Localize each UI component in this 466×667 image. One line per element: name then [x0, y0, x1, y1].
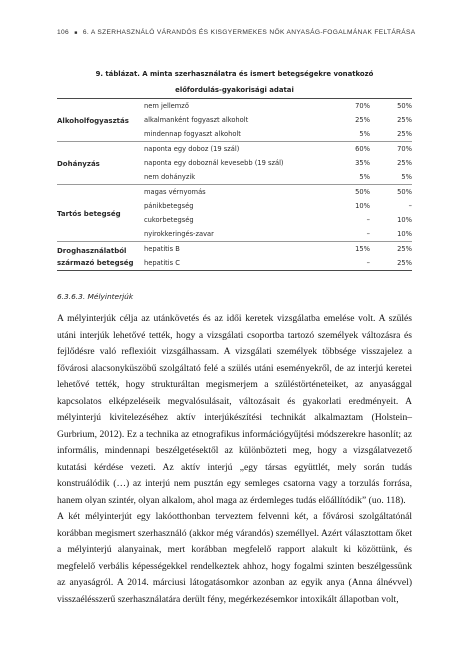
row-label: nem jellemző — [144, 102, 189, 110]
running-head — [57, 29, 417, 36]
row-value-2: 25% — [397, 159, 412, 167]
row-label: pánikbetegség — [144, 202, 194, 210]
row-label: magas vérnyomás — [144, 188, 206, 196]
chapter-title: 6. A SZERHASZNÁLÓ VÁRANDÓS ÉS KISGYERMEKES NŐK ANYASÁG-FOGALMÁNAK FELTÁRÁSA — [82, 29, 416, 36]
table-group-drug-related-illness — [57, 242, 412, 270]
paragraph: A mélyinterjúk célja az utánkövetés és az idői keretek vizsgálatba emelése volt. A szülés utáni interjúk lehetővé tették, hogy a vizsgálati csoportba tartozó személyek változásra és fejlődésre való reflexióit vizsgálhassam. A vizsgálati személyek többsége visszajelez a fővárosi alacsonyküszöbű szolgáltató felé a szülés utáni eseményekről, de az interjú keretei lehetővé tették, hogy strukturáltan megismerjem a szüléstörténeteiket, az anyasággal kapcsolatos elképzeléseik megvalósulásait, változásait és gyakorlati eredményeit. A mélyinterjú kivitelezéséhez aktív interjúkészítési technikát alkalmaztam (Holstein–Gurbrium, 2012). Ez a technika az etnografikus információgyűjtési módszerekre hasonlít; az informális, mindennapi beszélgetésektől az különbözteti meg, hogy a vizsgálatvezető kutatási kérdése vezeti. Az aktív interjú „egy társas együttlét, mely során tudás konstruálódik (…) az interjú nem pusztán egy semleges csatorna vagy a torzulás forrása, hanem olyan szintér, olyan alkalom, ahol maga az érdemleges tudás előállítódik” (uo. 118). — [57, 313, 412, 506]
table-row — [144, 156, 412, 170]
row-value-2: 70% — [397, 145, 412, 153]
row-label: naponta egy doboznál kevesebb (19 szál) — [144, 159, 284, 167]
row-value-2: 50% — [397, 188, 412, 196]
table-row — [144, 185, 412, 199]
row-value-1: 35% — [355, 159, 370, 167]
table-row — [144, 199, 412, 213]
row-value-2: 25% — [397, 245, 412, 253]
table-row — [144, 127, 412, 141]
row-value-1: 60% — [355, 145, 370, 153]
category-label-line-2: származó betegség — [57, 259, 134, 267]
table-group-smoking — [57, 142, 412, 185]
table-row — [144, 242, 412, 256]
section-heading: 6.3.6.3. Mélyinterjúk — [57, 292, 134, 301]
row-label: nyirokkeringés-zavar — [144, 230, 214, 238]
row-value-1: 70% — [355, 102, 370, 110]
table-row — [144, 227, 412, 241]
body-text — [57, 311, 412, 608]
table-row — [144, 113, 412, 127]
table-group-alcohol — [57, 99, 412, 142]
data-table — [57, 98, 412, 271]
row-value-2: 10% — [397, 216, 412, 224]
row-value-1: 25% — [355, 116, 370, 124]
page-number: 106 — [57, 29, 70, 36]
row-value-1: 50% — [355, 188, 370, 196]
row-value-1: – — [366, 259, 370, 267]
row-value-1: 15% — [355, 245, 370, 253]
row-value-2: 25% — [397, 130, 412, 138]
row-value-1: 10% — [355, 202, 370, 210]
table-group-chronic-illness — [57, 185, 412, 242]
category-label: Tartós betegség — [57, 210, 121, 218]
table-row — [144, 99, 412, 113]
row-value-1: – — [366, 230, 370, 238]
row-value-2: 25% — [397, 116, 412, 124]
table-caption-line-2: előfordulás-gyakorisági adatai — [175, 86, 294, 94]
row-value-2: 10% — [397, 230, 412, 238]
row-label: nem dohányzik — [144, 173, 196, 181]
row-label: cukorbetegség — [144, 216, 194, 224]
row-value-2: 25% — [397, 259, 412, 267]
category-label: Alkoholfogyasztás — [57, 117, 129, 125]
row-label: hepatitis B — [144, 245, 180, 253]
table-caption — [57, 66, 412, 98]
row-value-1: – — [366, 216, 370, 224]
category-label: Dohányzás — [57, 160, 100, 168]
row-label: hepatitis C — [144, 259, 180, 267]
separator-glyph: ■ — [74, 30, 78, 36]
row-value-1: 5% — [359, 130, 370, 138]
row-value-2: 5% — [401, 173, 412, 181]
row-label: mindennap fogyaszt alkoholt — [144, 130, 241, 138]
category-label — [57, 242, 144, 270]
category-label-line-1: Droghasználatból — [57, 247, 127, 255]
row-value-2: – — [408, 202, 412, 210]
row-value-1: 5% — [359, 173, 370, 181]
row-value-2: 50% — [397, 102, 412, 110]
table-caption-line-1: 9. táblázat. A minta szerhasználatra és ismert betegségekre vonatkozó — [95, 70, 374, 78]
table-row — [144, 213, 412, 227]
paragraph: A két mélyinterjút egy lakóotthonban terveztem felvenni két, a fővárosi szolgáltatónál korábban megismert szerhasználó (akkor még várandós) személlyel. Azért választottam őket a mélyinterjú alanyainak, mert korábban megfelelő rapport alakult ki közöttünk, és megfelelő verbális képességekkel rendelkeztek ahhoz, hogy fogalmi szinten beszélgessünk az anyaságról. A 2014. márciusi látogatásomkor azonban az egyik anya (Anna álnévvel) visszaélésszerű szerhasználatára derült fény, megérkezésemkor intoxikált állapotban volt, — [57, 511, 412, 605]
table-row — [144, 256, 412, 270]
row-label: naponta egy doboz (19 szál) — [144, 145, 240, 153]
table-row — [144, 142, 412, 156]
row-label: alkalmanként fogyaszt alkoholt — [144, 116, 249, 124]
table-row — [144, 170, 412, 184]
